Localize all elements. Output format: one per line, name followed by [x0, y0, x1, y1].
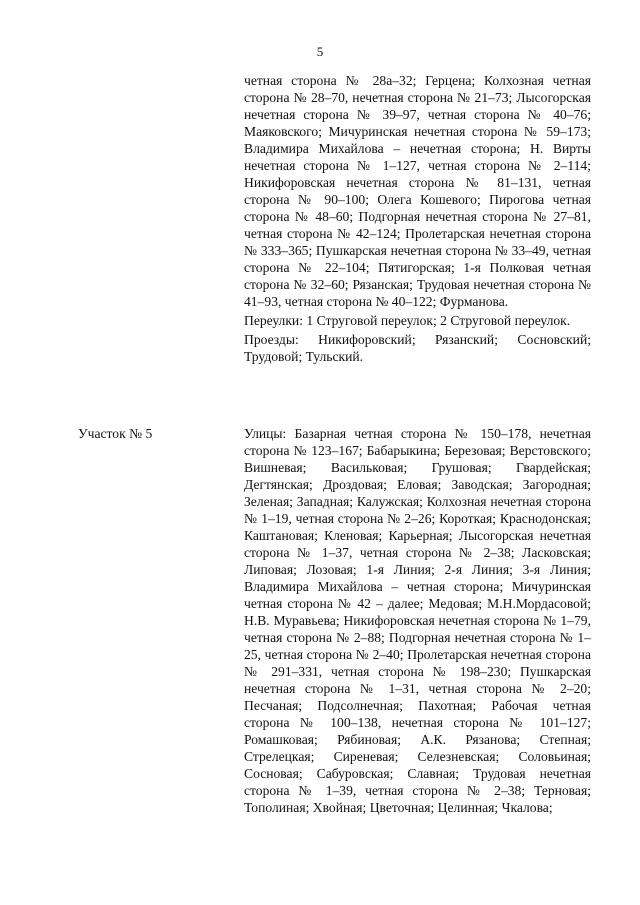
section-content — [244, 425, 591, 818]
page-number: 5 — [316, 44, 324, 59]
passages-paragraph: Проезды: Никифоровский; Рязанский; Сосновский; Трудовой; Тульский. — [244, 332, 591, 364]
lanes-paragraph: Переулки: 1 Струговой переулок; 2 Струговой переулок. — [244, 313, 571, 328]
streets-paragraph: четная сторона № 28а–32; Герцена; Колхозная четная сторона № 28–70, нечетная сторона № 21–73; Лысогорская нечетная сторона № 39–97, четная сторона № 40–76; Маяковского; Мичуринская нечетная сторона № 59–173; Владимира Михайлова – нечетная сторона; Н. Вирты нечетная сторона № 1–127, четная сторона № 2–114; Никифоровская нечетная сторона № 81–131, четная сторона № 90–100; Олега Кошевого; Пирогова четная сторона № 48–60; Подгорная нечетная сторона № 27–81, четная сторона № 42–124; Пролетарская нечетная сторона № 333–365; Пушкарская нечетная сторона № 33–49, четная сторона № 22–104; Пятигорская; 1-я Полковая четная сторона № 32–60; Рязанская; Трудовая нечетная сторона № 41–93, четная сторона № 40–122; Фурманова. — [244, 73, 591, 309]
previous-section-continuation — [244, 72, 591, 367]
section-label: Участок № 5 — [78, 426, 153, 441]
section-streets-paragraph: Улицы: Базарная четная сторона № 150–178, нечетная сторона № 123–167; Бабарыкина; Березовая; Верстовского; Вишневая; Васильковая; Грушовая; Гвардейская; Дегтянская; Дроздовая; Еловая; Заводская; Загородная; Зеленая; Западная; Калужская; Колхозная нечетная сторона № 1–19, четная сторона № 2–26; Короткая; Краснодонская; Каштановая; Кленовая; Карьерная; Лысогорская нечетная сторона № 1–37, четная сторона № 2–38; Ласковская; Липовая; Лозовая; 1-я Линия; 2-я Линия; 3-я Линия; Владимира Михайлова – четная сторона; Мичуринская четная сторона № 42 – далее; Медовая; М.Н.Мордасовой; Н.В. Муравьева; Никифоровская нечетная сторона № 1–79, четная сторона № 2–88; Подгорная нечетная сторона № 1–25, четная сторона № 2–40; Пролетарская нечетная сторона № 291–331, четная сторона № 198–230; Пушкарская нечетная сторона № 1–31, четная сторона № 2–20; Песчаная; Подсолнечная; Пахотная; Рабочая четная сторона № 100–138, нечетная сторона № 101–127; Ромашковая; Рябиновая; А.К. Рязанова; Степная; Стрелецкая; Сиреневая; Селезневская; Соловьиная; Сосновая; Сабуровская; Славная; Трудовая нечетная сторона № 1–39, четная сторона № 2–38; Терновая; Тополиная; Хвойная; Цветочная; Целинная; Чкалова; — [244, 426, 591, 815]
